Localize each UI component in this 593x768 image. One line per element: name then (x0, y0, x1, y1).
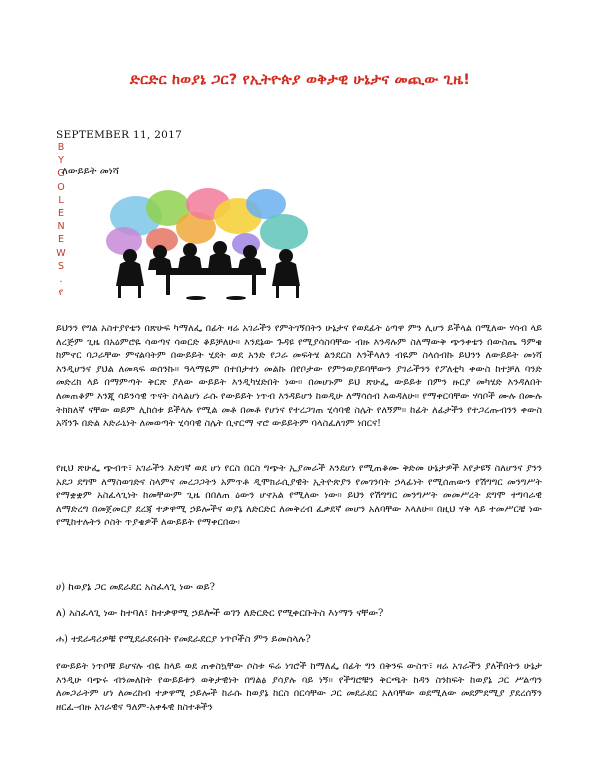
vertical-byline-letter: G (57, 168, 65, 180)
question-2: ለ) አስፈላጊ ነው ከተባለ፣ ከተቃዋሚ ኃይሎች ወገን ለድርድር የሚቀርቡትስ እነማን ናቸው? (56, 608, 384, 619)
vertical-byline-letter: B (57, 142, 65, 153)
vertical-byline (56, 141, 66, 299)
vertical-byline-letter: W (56, 247, 66, 259)
question-1: ሀ) ከወያኔ ጋር መደራደር አስፈላጊ ነው ወይ? (56, 582, 216, 593)
question-3: ሐ) ተደራዳሪዎቹ የሚደራደሩበት የመደራደርያ ነጥቦችስ ምን ይመስላሉ? (56, 634, 311, 645)
paragraph-1: ይህንን የግል አስተያየቴን በጽሁፍ ካማለፌ በፊት ዛሬ አገራችን የምትገኝበትን ሁኔታና የወደፊት ዕጣዋ ምን ሊሆን ይችላል በሚለው ሃሳብ ላይ ለረጅም ጊዜ በአዕምሮዬ ሳወጣና ሳወርድ ቆይቻለሁ። እንደኔው ጉዳዩ የሚያሳስባቸው ብዙ እንዳሉም ስለማውቅ ጭንቀቴን በውስጤ ዓምቄ ከምኖር ባጋራቸው ምናልባትም በውይይት ሂደት ወደ አንድ የጋራ መፍትሄ ልንደርስ እንችላለን ብዬም ስላሰብኩ ይህንን ለውይይት መነሻ እንዲሆንና ያህል ለመጻፍ ወሰንኩ። ዓላማዬም በተበታተነ መልኩ በየቦታው የምንወያይባቸውን ያገራችንን የፖለቲካ ቀውስ ከተቻለ ባንድ መድረክ ላይ በማምጣት ቅርጽ ያለው ውይይት እንዲካሄድበት ነው። በመሆኑም ይህ ጽሁፌ ውይይቱ በምን ዙርያ መካሄድ እንዳለበት ለመጠቆም እንጂ ሳይንሳዊ ጥናት ስላልሆነ ራሱ የውይይት ነጥብ እንዳይሆን ከወዲሁ ለማሳሰብ እወዳለሁ። የማቀርባቸው ሃሳቦች ሙሉ በሙሉ ትክክለኛ ናቸው ወይም ሊከሰቱ ይችላሉ የሚል መቶ በመቶ የሆነና የተረጋገጠ ሂሳባዊ ስሌት የለኝም። ከፊት ለፊታችን የተጋረጡብንን ቀውስ አሻንጉ በድል እድራኒነት ለመወጣት ሂሳባዊ ስሌት ቢኖርማ ኖሮ ውይይትም ባላስፈለገም ነበርና! (56, 323, 542, 430)
paragraph-2: የዚህ ጽሁፌ ጭብጥ፣ አገራችን እድገኛ ወደ ሆነ የርስ በርስ ግጭት ኢያመራች እንደሆነ የሚጠቆሙ ቅድመ ሁኔታዎች እየታዩኝ ስለሆንና ያንን አደጋ ደግሞ ለማስወገድና ስላምና መረጋጋትን አምጥቶ ዲሞክራሲያዊት ኢትዮጵያን የመገንባት ኃላፊነት የሚሰጠውን የሽግግር መንግሥት የማቋቋም አስፈላጊነት ከመቸውም ጊዜ በበለጠ ዕውን ሆኖአል የሚለው ነው። ይህን የሽግግር መንግሥት መመሥረት ደግሞ ተግባራዊ ለማድረግ በመጀመርያ ደረጃ ተቃዋሚ ኃይሎችና ወያኔ ለድርድር ለመቅረብ ፈቃደኛ መሆን አለባቸው እላለሁ። በዚህ ሃቅ ላይ ተመሥርቼ ነው የሚከተሉትን ሶስት ጥያቄዎች ለውይይት የማቀርበው፡ (56, 463, 542, 529)
publish-date: SEPTEMBER 11, 2017 (56, 129, 183, 141)
vertical-byline-letter: O (57, 181, 65, 193)
vertical-byline-letter: E (57, 234, 64, 246)
vertical-byline-letter: Y (58, 155, 64, 167)
paragraph-3: የውይይት ነጥቦቹ ይሆናሉ ብዬ ከላይ ወደ ጠቀስኳቸው ሶስቱ ፍሬ ነገሮች ከማለፌ በፊት ግን በቅንፍ ውስጥ፣ ዛሬ አገራችን ያለችበትን ሁኔታ እንዲሁ ባጭሩ ብንመለከት የውይይቱን ወቅታዊነት በግልፅ ያሳያሉ ባይ ነኝ። የችግሮቹን ቅርጫት ከዳን ስንከፍት ከወያኔ ጋር ሥልጣን ለመጋራትም ሆነ ለመረከብ ተቃዋሚ ኃይሎች ከራሱ ከወያኔ ከርስ በርሳቸው ጋር መደራደር አለባቸው ወደሚለው መደምደሚያ ያደረሰኝን ዘርፈ-ብዙ አገራዊና ዓለም-አቀፋዊ ክስተቶችን (56, 661, 542, 713)
vertical-byline-letter: E (57, 208, 64, 220)
byline: ለውይይት መነሻ (62, 166, 119, 177)
article-title: ድርድር ከወያኔ ጋር? የኢትዮጵያ ወቅታዊ ሁኔታና መጪው ጊዜ! (129, 72, 471, 88)
vertical-byline-letter: S (57, 260, 65, 272)
vertical-byline-letter: የ (58, 287, 64, 299)
vertical-byline-letter: L (58, 194, 64, 206)
vertical-byline-letter: . (59, 274, 63, 286)
vertical-byline-letter: N (57, 221, 65, 233)
discussion-illustration (96, 186, 322, 304)
